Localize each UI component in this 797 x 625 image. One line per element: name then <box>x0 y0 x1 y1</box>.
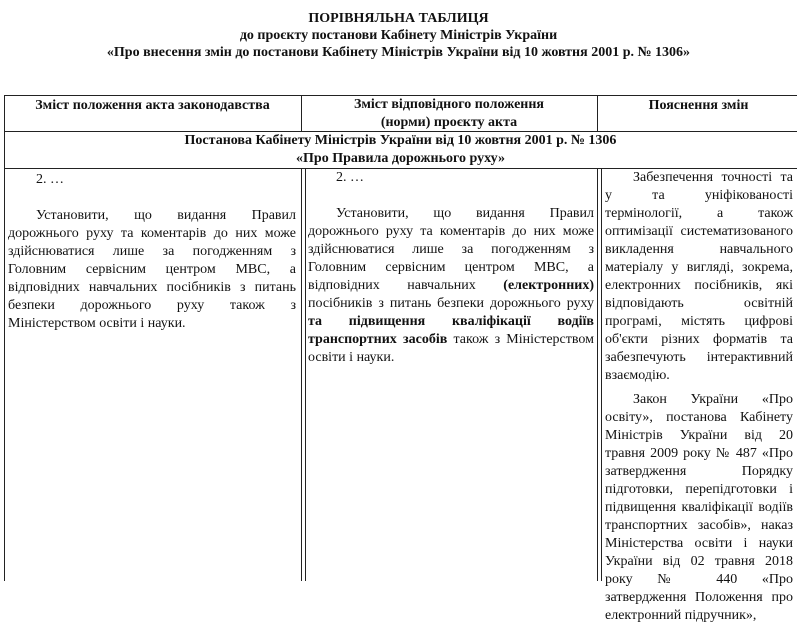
proposed-insert-electronic: (електронних) <box>503 278 594 293</box>
document-title: ПОРІВНЯЛЬНА ТАБЛИЦЯ <box>308 11 489 26</box>
current-provision-text: Установити, що видання Правил дорожнього руху та коментарів до них може здійснюватися лише за погодженням з Головним сервісним центром МВС, а відповідних навчальних посібників з питань безпеки дорожнього руху також з Міністерством освіти і науки. <box>8 208 296 331</box>
proposed-text-part2: посібників з питань безпеки дорожнього руху <box>308 296 594 311</box>
proposed-insert-qualification: та підвищення кваліфікації водіїв транспортних засобів <box>308 314 594 347</box>
explanation-cell <box>605 169 793 625</box>
current-item-number: 2. … <box>36 172 64 187</box>
column-header-proposed <box>303 96 595 132</box>
column-header-current: Зміст положення акта законодавства <box>35 98 270 113</box>
current-provision-cell <box>8 171 296 333</box>
column-header-proposed-line2: (норми) проєкту акта <box>380 115 518 130</box>
column-header-proposed-line1: Зміст відповідного положення <box>353 97 545 112</box>
proposed-item-number: 2. … <box>336 170 364 185</box>
proposed-text-part1: Установити, що видання Правил дорожнього руху та коментарів до них може здійснюватися лише за погодженням з Головним сервісним центром МВС, а відповідних навчальних <box>308 206 594 293</box>
section-heading <box>4 132 797 168</box>
column-divider-1b <box>305 168 306 581</box>
section-heading-line1: Постанова Кабінету Міністрів України від 10 жовтня 2001 р. № 1306 <box>184 133 617 148</box>
proposed-text-part3: також з Міністерством освіти і науки. <box>308 332 594 365</box>
explanation-paragraph-1: Забезпечення точності та у та уніфікованості термінології, а також оптимізації систематизованого викладення навчального матеріалу у вигляді, зокрема, електронних посібників, які відповідають освітній програмі, містять цифрові об'єкти різних форматів та забезпечують інтерактивний взаємодію. <box>605 170 793 383</box>
explanation-paragraph-2: Закон України «Про освіту», постанова Кабінету Міністрів України від 20 травня 2009 року № 487 «Про затвердження Порядку підготовки, перепідготовки і підвищення кваліфікації водіїв транспортних засобів», наказ Міністерства освіти і науки України від 02 травня 2018 року № 440 «Про затвердження Положення про електронний підручник», <box>605 392 793 623</box>
section-heading-line2: «Про Правила дорожнього руху» <box>296 151 505 166</box>
column-divider-2b <box>601 168 602 581</box>
document-subject: «Про внесення змін до постанови Кабінету Міністрів України від 10 жовтня 2001 р. № 1306» <box>106 45 691 60</box>
column-divider-2 <box>597 95 598 131</box>
column-divider-1 <box>301 95 302 131</box>
column-divider-2 <box>597 168 598 581</box>
proposed-provision-cell <box>308 169 594 367</box>
column-header-explanation: Пояснення змін <box>648 98 749 113</box>
column-divider-1 <box>301 168 302 581</box>
proposed-provision-text <box>308 205 594 367</box>
document-subtitle: до проєкту постанови Кабінету Міністрів України <box>239 28 558 43</box>
